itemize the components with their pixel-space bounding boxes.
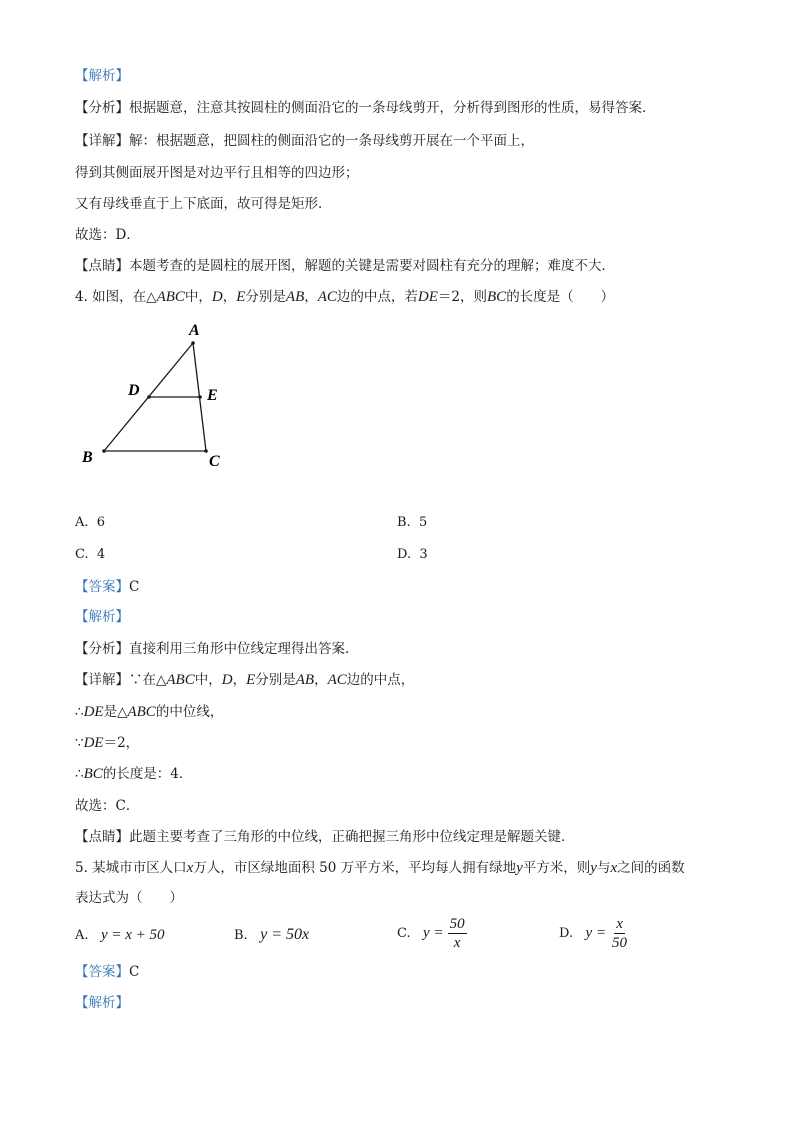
label-d: D: [128, 382, 140, 399]
q5-answer: 【答案】C: [75, 964, 140, 980]
q4-option-a: A. 6: [75, 515, 106, 530]
q3-xiangjie-2: 得到其侧面展开图是对边平行且相等的四边形；: [75, 165, 359, 181]
q4-guxuan: 故选：C．: [75, 798, 140, 814]
label-c: C: [209, 453, 220, 470]
triangle-figure: [75, 315, 245, 475]
point-c: [204, 449, 208, 453]
q4-answer: 【答案】C: [75, 579, 140, 595]
label-a: A: [189, 322, 200, 339]
q4-jiexi-tag: 【解析】: [75, 609, 129, 625]
q3-fenxi: 【分析】根据题意，注意其按圆柱的侧面沿它的一条母线剪开，分析得到图形的性质，易得答案．: [75, 100, 656, 116]
q5-stem-2: 表达式为（ ）: [75, 890, 183, 906]
q4-stem: 4. 如图，在△ABC中，D，E分别是AB，AC边的中点，若DE＝2，则BC的长度是（ ）: [75, 289, 615, 305]
point-b: [102, 449, 106, 453]
q3-guxuan: 故选：D．: [75, 227, 140, 243]
q4-option-d: D. 3: [397, 547, 428, 562]
q4-xiangjie-1: 【详解】∵在△ABC中，D，E分别是AB，AC边的中点，: [75, 672, 415, 688]
q5-option-d: D. y = $\frac{x}{50}$: [559, 916, 628, 951]
point-d: [147, 395, 151, 399]
q3-xiangjie-1: 【详解】解：根据题意，把圆柱的侧面沿它的一条母线剪开展在一个平面上，: [75, 133, 534, 149]
q4-xiangjie-4: ∴BC的长度是：4．: [75, 766, 193, 782]
q5-jiexi-tag: 【解析】: [75, 995, 129, 1011]
q4-xiangjie-3: ∵DE＝2，: [75, 735, 140, 751]
q3-xiangjie-3: 又有母线垂直于上下底面，故可得是矩形．: [75, 196, 332, 212]
q5-option-c: C. y = $\frac{50}{x}$: [397, 916, 465, 951]
q4-option-b: B. 5: [397, 515, 428, 530]
q5-stem-1: 5. 某城市市区人口x万人，市区绿地面积 50 万平方米，平均每人拥有绿地y平方米，则y与x之间的函数: [75, 860, 685, 876]
label-b: B: [82, 449, 93, 466]
q4-option-c: C. 4: [75, 547, 106, 562]
q5-option-b: B. y = 50x: [234, 926, 310, 943]
q4-xiangjie-2: ∴DE是△ABC的中位线，: [75, 704, 224, 720]
q3-dianjing: 【点睛】本题考查的是圆柱的展开图，解题的关键是需要对圆柱有充分的理解；难度不大．: [75, 258, 615, 274]
label-e: E: [207, 387, 218, 404]
q4-dianjing: 【点睛】此题主要考查了三角形的中位线，正确把握三角形中位线定理是解题关键．: [75, 829, 575, 845]
q4-fenxi: 【分析】直接利用三角形中位线定理得出答案．: [75, 641, 359, 657]
point-e: [198, 395, 202, 399]
q5-option-a: A. y = x + 50: [75, 927, 165, 943]
point-a: [191, 341, 195, 345]
q3-jiexi-tag: 【解析】: [75, 68, 129, 84]
